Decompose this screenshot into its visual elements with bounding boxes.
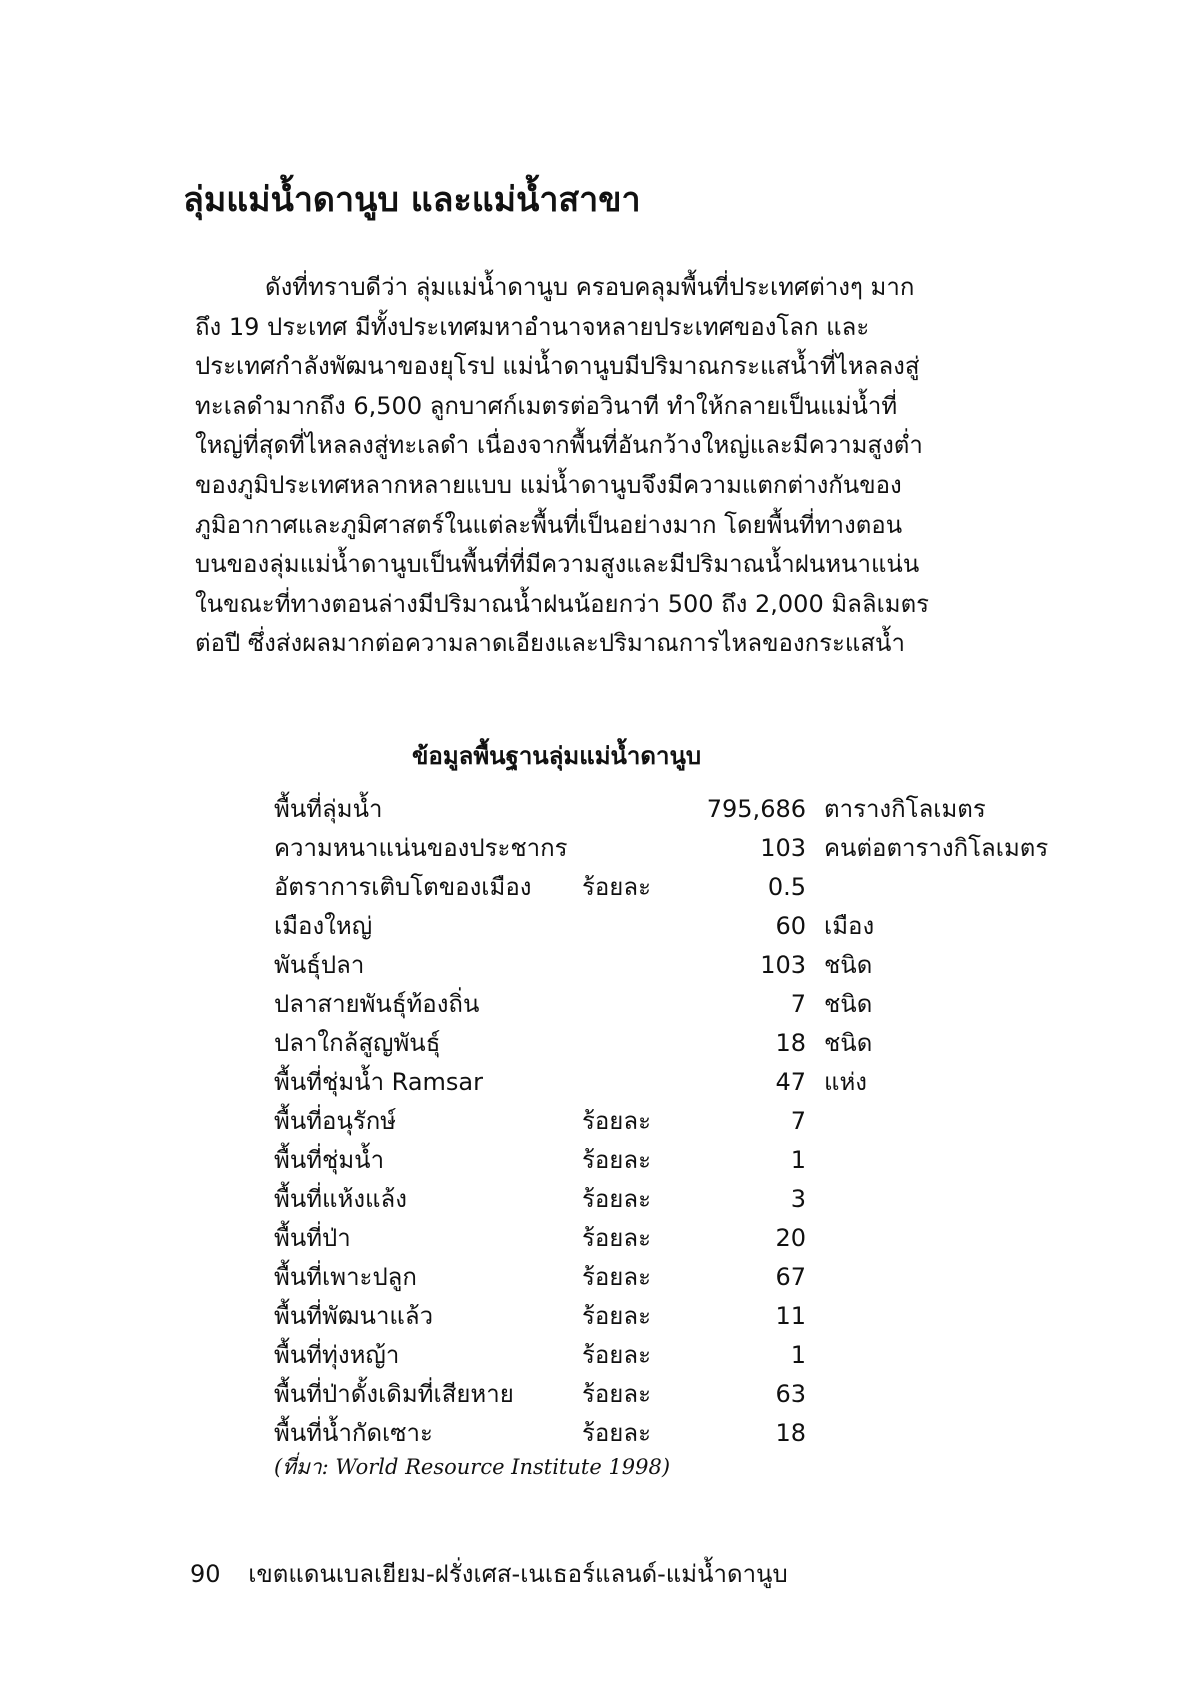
row-label: พื้นที่พัฒนาแล้ว [274,1302,434,1330]
paragraph-line: ของภูมิประเทศหลากหลายแบบ แม่น้ำดานูบจึงมีความแตกต่างกันของ [195,470,902,499]
row-unit: ตารางกิโลเมตร [824,795,986,823]
table-row [274,867,1048,906]
row-value: 1 [790,1145,806,1174]
row-unit [824,1140,1048,1179]
paragraph-line: ใหญ่ที่สุดที่ไหลลงสู่ทะเลดำ เนื่องจากพื้นที่อันกว้างใหญ่และมีความสูงต่ำ [195,431,923,460]
row-prefix: ร้อยละ [582,1224,651,1252]
row-prefix: ร้อยละ [582,1419,651,1447]
row-value: 1 [790,1340,806,1369]
table-row [274,1296,1048,1335]
row-prefix: ร้อยละ [582,1146,651,1174]
row-label: พื้นที่ชุ่มน้ำ Ramsar [274,1068,483,1096]
table-row [274,1374,1048,1413]
row-value: 18 [775,1028,806,1057]
table-row [274,945,1048,984]
row-label: ปลาสายพันธุ์ท้องถิ่น [274,990,480,1018]
table-row [274,1413,1048,1452]
row-prefix [582,906,660,945]
row-value: 47 [775,1067,806,1096]
row-label: พื้นที่แห้งแล้ง [274,1185,407,1213]
row-value: 67 [775,1262,806,1291]
table-row [274,1140,1048,1179]
row-value: 18 [775,1418,806,1447]
table-row [274,789,1048,828]
table-row [274,1218,1048,1257]
row-value: 11 [775,1301,806,1330]
row-label: พันธุ์ปลา [274,951,365,979]
row-prefix: ร้อยละ [582,1107,651,1135]
table-row [274,1062,1048,1101]
row-prefix: ร้อยละ [582,1263,651,1291]
paragraph-line: ต่อปี ซึ่งส่งผลมากต่อความลาดเอียงและปริมาณการไหลของกระแสน้ำ [195,629,905,658]
row-prefix [582,1023,660,1062]
row-label: เมืองใหญ่ [274,912,373,940]
table-row [274,828,1048,867]
basin-stats-table [274,789,1048,1452]
row-unit [824,1374,1048,1413]
source-citation: (ที่มา: World Resource Institute 1998) [274,1455,671,1479]
row-value: 103 [760,833,806,862]
row-label: พื้นที่ป่าดั้งเดิมที่เสียหาย [274,1380,514,1408]
paragraph-line: ภูมิอากาศและภูมิศาสตร์ในแต่ละพื้นที่เป็นอย่างมาก โดยพื้นที่ทางตอน [195,510,903,539]
row-prefix: ร้อยละ [582,1380,651,1408]
row-unit: ชนิด [824,951,873,979]
paragraph-line: ถึง 19 ประเทศ มีทั้งประเทศมหาอำนาจหลายประเทศของโลก และ [195,312,870,341]
row-value: 20 [775,1223,806,1252]
running-title: เขตแดนเบลเยียม-ฝรั่งเศส-เนเธอร์แลนด์-แม่น้ำดานูบ [248,1560,788,1588]
row-prefix: ร้อยละ [582,1341,651,1369]
row-value: 795,686 [706,794,806,823]
row-prefix: ร้อยละ [582,873,651,901]
row-label: พื้นที่ชุ่มน้ำ [274,1146,385,1174]
row-label: พื้นที่ลุ่มน้ำ [274,795,383,823]
table-row [274,1023,1048,1062]
row-value: 7 [790,989,806,1018]
row-value: 7 [790,1106,806,1135]
row-prefix [582,984,660,1023]
row-unit: แห่ง [824,1068,868,1096]
row-label: พื้นที่อนุรักษ์ [274,1107,397,1135]
table-row [274,984,1048,1023]
table-row [274,1179,1048,1218]
row-unit [824,1413,1048,1452]
paragraph-line: ในขณะที่ทางตอนล่างมีปริมาณน้ำฝนน้อยกว่า 500 ถึง 2,000 มิลลิเมตร [195,589,930,618]
body-paragraph [195,268,965,664]
row-prefix: ร้อยละ [582,1302,651,1330]
row-label: ปลาใกล้สูญพันธุ์ [274,1029,441,1057]
row-prefix: ร้อยละ [582,1185,651,1213]
row-unit: คนต่อตารางกิโลเมตร [824,834,1049,862]
row-prefix [582,789,660,828]
row-value: 3 [790,1184,806,1213]
table-row [274,1257,1048,1296]
row-value: 60 [775,911,806,940]
row-prefix [582,1062,660,1101]
row-label: อัตราการเติบโตของเมือง [274,873,532,901]
row-value: 0.5 [767,872,806,901]
page-footer [190,1557,788,1591]
row-unit [824,867,1048,906]
row-unit [824,1335,1048,1374]
page-number: 90 [190,1560,221,1588]
row-unit [824,1101,1048,1140]
section-heading: ลุ่มแม่น้ำดานูบ และแม่น้ำสาขา [183,180,641,220]
row-unit [824,1218,1048,1257]
table-row [274,1101,1048,1140]
row-label: พื้นที่ป่า [274,1224,351,1252]
row-unit: ชนิด [824,1029,873,1057]
row-label: ความหนาแน่นของประชากร [274,834,568,862]
row-value: 63 [775,1379,806,1408]
table-title: ข้อมูลพื้นฐานลุ่มแม่น้ำดานูบ [412,741,702,770]
table-row [274,1335,1048,1374]
row-label: พื้นที่น้ำกัดเซาะ [274,1419,433,1447]
row-unit: ชนิด [824,990,873,1018]
row-label: พื้นที่ทุ่งหญ้า [274,1341,400,1369]
paragraph-line: ดังที่ทราบดีว่า ลุ่มแม่น้ำดานูบ ครอบคลุมพื้นที่ประเทศต่างๆ มาก [265,273,915,301]
row-label: พื้นที่เพาะปลูก [274,1263,417,1291]
paragraph-line: ประเทศกำลังพัฒนาของยุโรป แม่น้ำดานูบมีปริมาณกระแสน้ำที่ไหลลงสู่ [195,352,920,381]
table-row [274,906,1048,945]
row-unit: เมือง [824,912,875,940]
row-value: 103 [760,950,806,979]
row-unit [824,1257,1048,1296]
row-prefix [582,828,660,867]
paragraph-line: บนของลุ่มแม่น้ำดานูบเป็นพื้นที่ที่มีความสูงและมีปริมาณน้ำฝนหนาแน่น [195,550,920,579]
row-unit [824,1179,1048,1218]
paragraph-line: ทะเลดำมากถึง 6,500 ลูกบาศก์เมตรต่อวินาที ทำให้กลายเป็นแม่น้ำที่ [195,391,898,420]
row-unit [824,1296,1048,1335]
row-prefix [582,945,660,984]
